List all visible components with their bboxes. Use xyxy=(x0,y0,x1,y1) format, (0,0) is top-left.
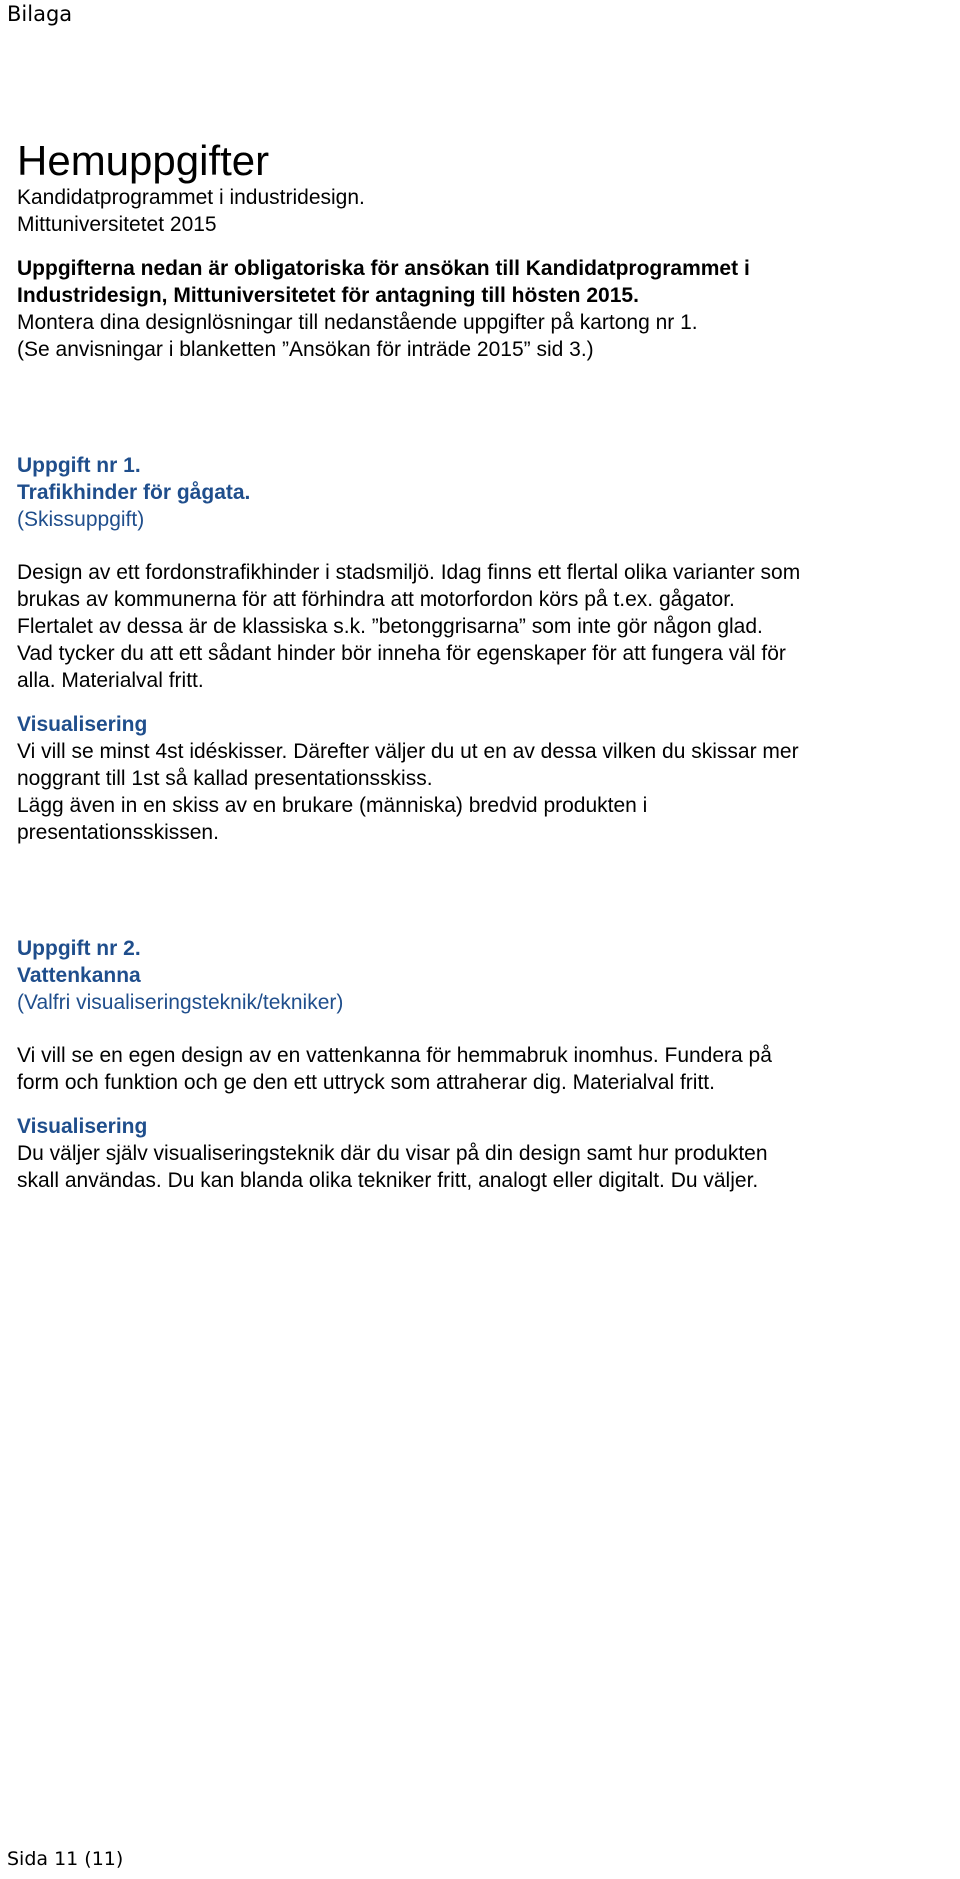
task-2-section xyxy=(17,935,947,1194)
mandatory-notice-line-1: Uppgifterna nedan är obligatoriska för ansökan till Kandidatprogrammet i xyxy=(17,257,750,280)
task-1-vis-line: Lägg även in en skiss av en brukare (människa) bredvid produkten i xyxy=(17,794,648,817)
task-1-section xyxy=(17,452,947,846)
task-1-desc-line: brukas av kommunerna för att förhindra att motorfordon körs på t.ex. gågator. xyxy=(17,588,735,611)
task-2-title: Vattenkanna xyxy=(17,964,141,987)
instruction-reference: (Se anvisningar i blanketten ”Ansökan för inträde 2015” sid 3.) xyxy=(17,338,594,361)
task-2-number: Uppgift nr 2. xyxy=(17,937,141,960)
task-2-type: (Valfri visualiseringsteknik/tekniker) xyxy=(17,991,344,1014)
university-year: Mittuniversitetet 2015 xyxy=(17,213,217,236)
task-1-desc-line: alla. Materialval fritt. xyxy=(17,669,204,692)
task-2-vis-line: skall användas. Du kan blanda olika tekniker fritt, analogt eller digitalt. Du väljer. xyxy=(17,1169,759,1192)
task-2-visualisation-heading: Visualisering xyxy=(17,1115,148,1138)
task-1-visualisation-heading: Visualisering xyxy=(17,713,148,736)
task-2-vis-line: Du väljer själv visualiseringsteknik där du visar på din design samt hur produkten xyxy=(17,1142,768,1165)
task-1-desc-line: Vad tycker du att ett sådant hinder bör inneha för egenskaper för att fungera väl för xyxy=(17,642,786,665)
mandatory-notice-line-2: Industridesign, Mittuniversitetet för antagning till hösten 2015. xyxy=(17,284,639,307)
task-1-vis-line: Vi vill se minst 4st idéskisser. Därefter väljer du ut en av dessa vilken du skissar mer xyxy=(17,740,799,763)
task-1-title: Trafikhinder för gågata. xyxy=(17,481,251,504)
document-title: Hemuppgifter xyxy=(17,137,270,184)
page-header-label: Bilaga xyxy=(7,2,73,26)
task-1-desc-line: Design av ett fordonstrafikhinder i stadsmiljö. Idag finns ett flertal olika varianter som xyxy=(17,561,801,584)
task-1-number: Uppgift nr 1. xyxy=(17,454,141,477)
task-2-desc-line: form och funktion och ge den ett uttryck som attraherar dig. Materialval fritt. xyxy=(17,1071,715,1094)
document-body xyxy=(17,138,947,1194)
task-1-desc-line: Flertalet av dessa är de klassiska s.k. ”betonggrisarna” som inte gör någon glad. xyxy=(17,615,763,638)
page-number: Sida 11 (11) xyxy=(7,1848,124,1870)
task-1-vis-line: noggrant till 1st så kallad presentationsskiss. xyxy=(17,767,433,790)
program-name: Kandidatprogrammet i industridesign. xyxy=(17,186,365,209)
task-1-vis-line: presentationsskissen. xyxy=(17,821,219,844)
mounting-instruction: Montera dina designlösningar till nedanstående uppgifter på kartong nr 1. xyxy=(17,311,698,334)
task-2-desc-line: Vi vill se en egen design av en vattenkanna för hemmabruk inomhus. Fundera på xyxy=(17,1044,772,1067)
task-1-type: (Skissuppgift) xyxy=(17,508,145,531)
